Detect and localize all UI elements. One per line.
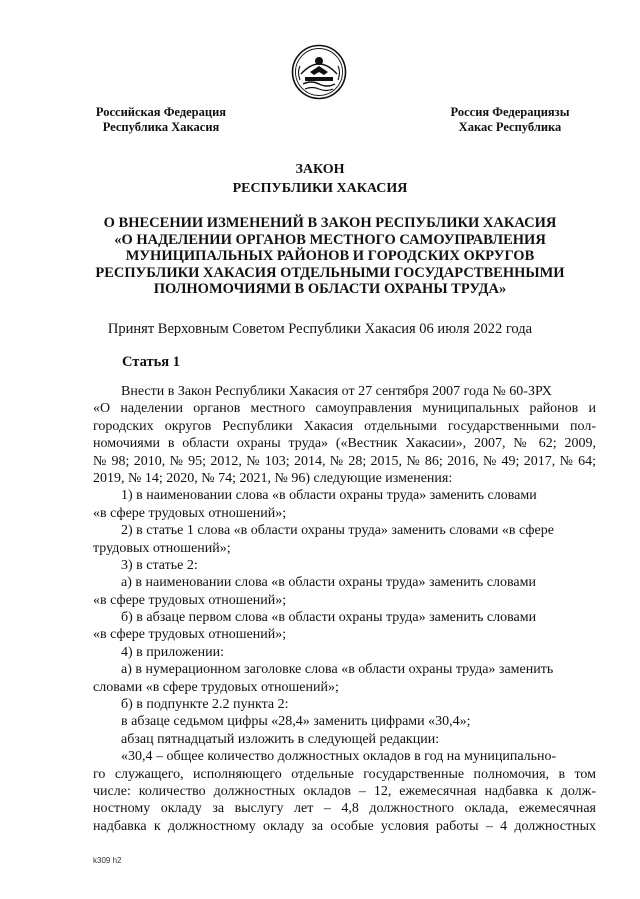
body-line: го служащего, исполняющего отдельные государственные полномочия, в том xyxy=(93,766,596,782)
body-line: номочиями в области охраны труда» («Вестник Хакасии», 2007, № 62; 2009, xyxy=(93,436,596,452)
body-line: «в сфере трудовых отношений»; xyxy=(93,592,287,608)
subject-line: ПОЛНОМОЧИЯМИ В ОБЛАСТИ ОХРАНЫ ТРУДА» xyxy=(153,281,507,297)
body-line: «в сфере трудовых отношений»; xyxy=(93,505,287,521)
article-body xyxy=(93,383,596,835)
body-line: абзац пятнадцатый изложить в следующей редакции: xyxy=(121,731,440,747)
body-line: 1) в наименовании слова «в области охраны труда» заменить словами xyxy=(121,488,537,504)
body-line: трудовых отношений»; xyxy=(93,540,231,556)
body-line: «в сфере трудовых отношений»; xyxy=(93,627,287,643)
subject-line: О ВНЕСЕНИИ ИЗМЕНЕНИЙ В ЗАКОН РЕСПУБЛИКИ ХАКАСИЯ xyxy=(103,215,557,231)
adoption-statement: Принят Верховным Советом Республики Хакасия 06 июля 2022 года xyxy=(107,321,533,337)
document-title xyxy=(0,160,640,198)
body-line: 2019, № 14; 2020, № 74; 2021, № 96) следующие изменения: xyxy=(93,470,453,486)
header-right xyxy=(430,105,590,135)
header-left-line-1: Российская Федерация xyxy=(95,105,227,119)
title-line-2: РЕСПУБЛИКИ ХАКАСИЯ xyxy=(232,181,408,196)
body-line: словами «в сфере трудовых отношений»; xyxy=(93,679,339,695)
footer-code: k309 h2 xyxy=(93,856,122,865)
body-line: № 98; 2010, № 95; 2012, № 103; 2014, № 28; 2015, № 86; 2016, № 49; 2017, № 64; xyxy=(93,453,596,469)
subject-line: «О НАДЕЛЕНИИ ОРГАНОВ МЕСТНОГО САМОУПРАВЛЕНИЯ xyxy=(114,231,546,248)
body-line: надбавка к должностному окладу за особые условия работы – 4 должностных xyxy=(93,818,596,834)
body-line: 2) в статье 1 слова «в области охраны труда» заменить словами «в сфере xyxy=(121,523,554,539)
header-left xyxy=(78,105,244,135)
body-line: числе: количество должностных окладов – 12, ежемесячная надбавка к долж- xyxy=(93,783,596,799)
body-line: «О наделении органов местного самоуправления муниципальных районов и xyxy=(93,401,596,417)
title-line-1: ЗАКОН xyxy=(295,162,345,177)
header-left-line-2: Республика Хакасия xyxy=(102,120,220,134)
body-line: в абзаце седьмом цифры «28,4» заменить цифрами «30,4»; xyxy=(121,714,471,730)
header-right-line-2: Хакас Республика xyxy=(458,120,562,134)
coat-of-arms-emblem xyxy=(291,44,347,100)
body-line: б) в абзаце первом слова «в области охраны труда» заменить словами xyxy=(121,610,537,626)
body-line: а) в нумерационном заголовке слова «в области охраны труда» заменить xyxy=(121,662,554,678)
body-line: 4) в приложении: xyxy=(121,644,224,660)
body-line: 3) в статье 2: xyxy=(121,557,198,573)
subject-line: МУНИЦИПАЛЬНЫХ РАЙОНОВ И ГОРОДСКИХ ОКРУГОВ xyxy=(125,248,535,264)
article-heading: Статья 1 xyxy=(122,354,180,370)
body-line: а) в наименовании слова «в области охраны труда» заменить словами xyxy=(121,575,536,591)
body-line: б) в подпункте 2.2 пункта 2: xyxy=(121,697,289,713)
header-right-line-1: Россия Федерациязы xyxy=(450,105,570,119)
body-line: Внести в Закон Республики Хакасия от 27 сентября 2007 года № 60-ЗРХ xyxy=(121,384,552,399)
subject-line: РЕСПУБЛИКИ ХАКАСИЯ ОТДЕЛЬНЫМИ ГОСУДАРСТВЕННЫМИ xyxy=(95,264,565,281)
body-line: ностному окладу за выслугу лет – 4,8 должностного оклада, ежемесячная xyxy=(93,801,596,817)
body-line: городских округов Республики Хакасия отдельными государственными пол- xyxy=(93,418,596,434)
law-subject xyxy=(80,215,580,298)
body-line: «30,4 – общее количество должностных окладов в год на муниципально- xyxy=(121,749,557,765)
